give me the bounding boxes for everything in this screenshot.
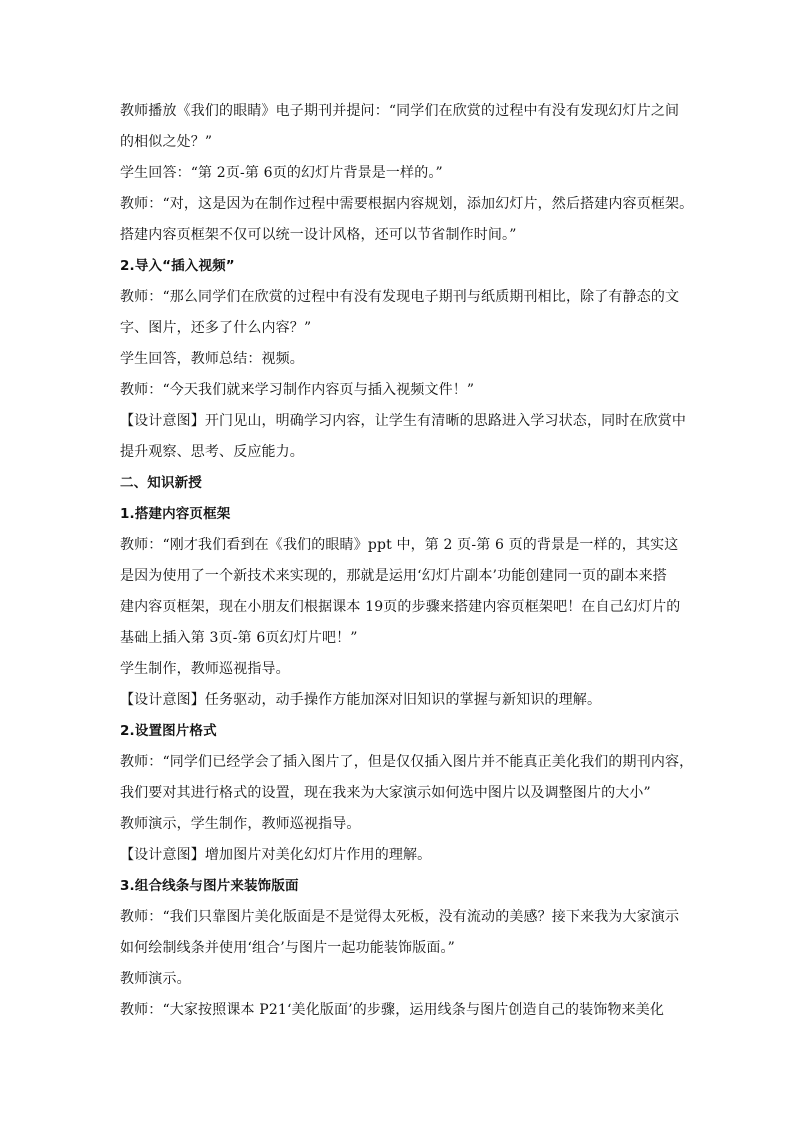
section-heading: 3.组合线条与图片来装饰版面 xyxy=(120,878,299,894)
paragraph-line: 建内容页框架，现在小朋友们根据课本 19页的步骤来搭建内容页框架吧！在自己幻灯片的 xyxy=(120,599,681,615)
paragraph-line: 教师：“对，这是因为在制作过程中需要根据内容规划，添加幻灯片，然后搭建内容页框架。 xyxy=(120,196,694,212)
document-page xyxy=(120,96,694,1026)
paragraph-line: 教师：“刚才我们看到在《我们的眼睛》ppt 中，第 2 页-第 6 页的背景是一样的，其实这 xyxy=(120,537,679,553)
paragraph-line: 教师演示，学生制作，教师巡视指导。 xyxy=(120,816,361,832)
paragraph-line: 学生回答，教师总结：视频。 xyxy=(120,351,304,367)
paragraph-line: 搭建内容页框架不仅可以统一设计风格，还可以节省制作时间。” xyxy=(120,227,517,243)
paragraph-line: 【设计意图】任务驱动，动手操作方能加深对旧知识的掌握与新知识的理解。 xyxy=(120,692,602,708)
paragraph-line: 【设计意图】开门见山，明确学习内容，让学生有清晰的思路进入学习状态，同时在欣赏中 xyxy=(120,413,686,429)
paragraph-line: 学生制作，教师巡视指导。 xyxy=(120,661,290,677)
section-heading: 1.搭建内容页框架 xyxy=(120,506,231,522)
paragraph-line: 是因为使用了一个新技术来实现的，那就是运用‘幻灯片副本’功能创建同一页的副本来搭 xyxy=(120,568,667,584)
paragraph-line: 提升观察、思考、反应能力。 xyxy=(120,444,304,460)
paragraph-line: 教师：“同学们已经学会了插入图片了，但是仅仅插入图片并不能真正美化我们的期刊内容， xyxy=(120,754,694,770)
paragraph-line: 字、图片，还多了什么内容？” xyxy=(120,320,312,336)
paragraph-line: 【设计意图】增加图片对美化幻灯片作用的理解。 xyxy=(120,847,432,863)
paragraph-line: 教师：“今天我们就来学习制作内容页与插入视频文件！” xyxy=(120,382,475,398)
paragraph-line: 基础上插入第 3页-第 6页幻灯片吧！” xyxy=(120,630,358,646)
paragraph-line: 教师播放《我们的眼睛》电子期刊并提问：“同学们在欣赏的过程中有没有发现幻灯片之间 xyxy=(120,103,680,119)
paragraph-line: 如何绘制线条并使用‘组合’与图片一起功能装饰版面。” xyxy=(120,940,455,956)
paragraph-line: 教师：“大家按照课本 P21‘美化版面’的步骤，运用线条与图片创造自己的装饰物来美化 xyxy=(120,1002,665,1018)
section-heading: 二、知识新授 xyxy=(120,475,202,491)
paragraph-line: 教师：“那么同学们在欣赏的过程中有没有发现电子期刊与纸质期刊相比，除了有静态的文 xyxy=(120,289,680,305)
paragraph-line: 我们要对其进行格式的设置，现在我来为大家演示如何选中图片以及调整图片的大小” xyxy=(120,785,651,801)
paragraph-line: 教师：“我们只靠图片美化版面是不是觉得太死板，没有流动的美感？接下来我为大家演示 xyxy=(120,909,680,925)
section-heading: 2.导入“插入视频” xyxy=(120,258,235,274)
paragraph-line: 学生回答：“第 2页-第 6页的幻灯片背景是一样的。” xyxy=(120,165,443,181)
paragraph-line: 的相似之处？” xyxy=(120,134,213,150)
paragraph-line: 教师演示。 xyxy=(120,971,191,987)
section-heading: 2.设置图片格式 xyxy=(120,723,217,739)
